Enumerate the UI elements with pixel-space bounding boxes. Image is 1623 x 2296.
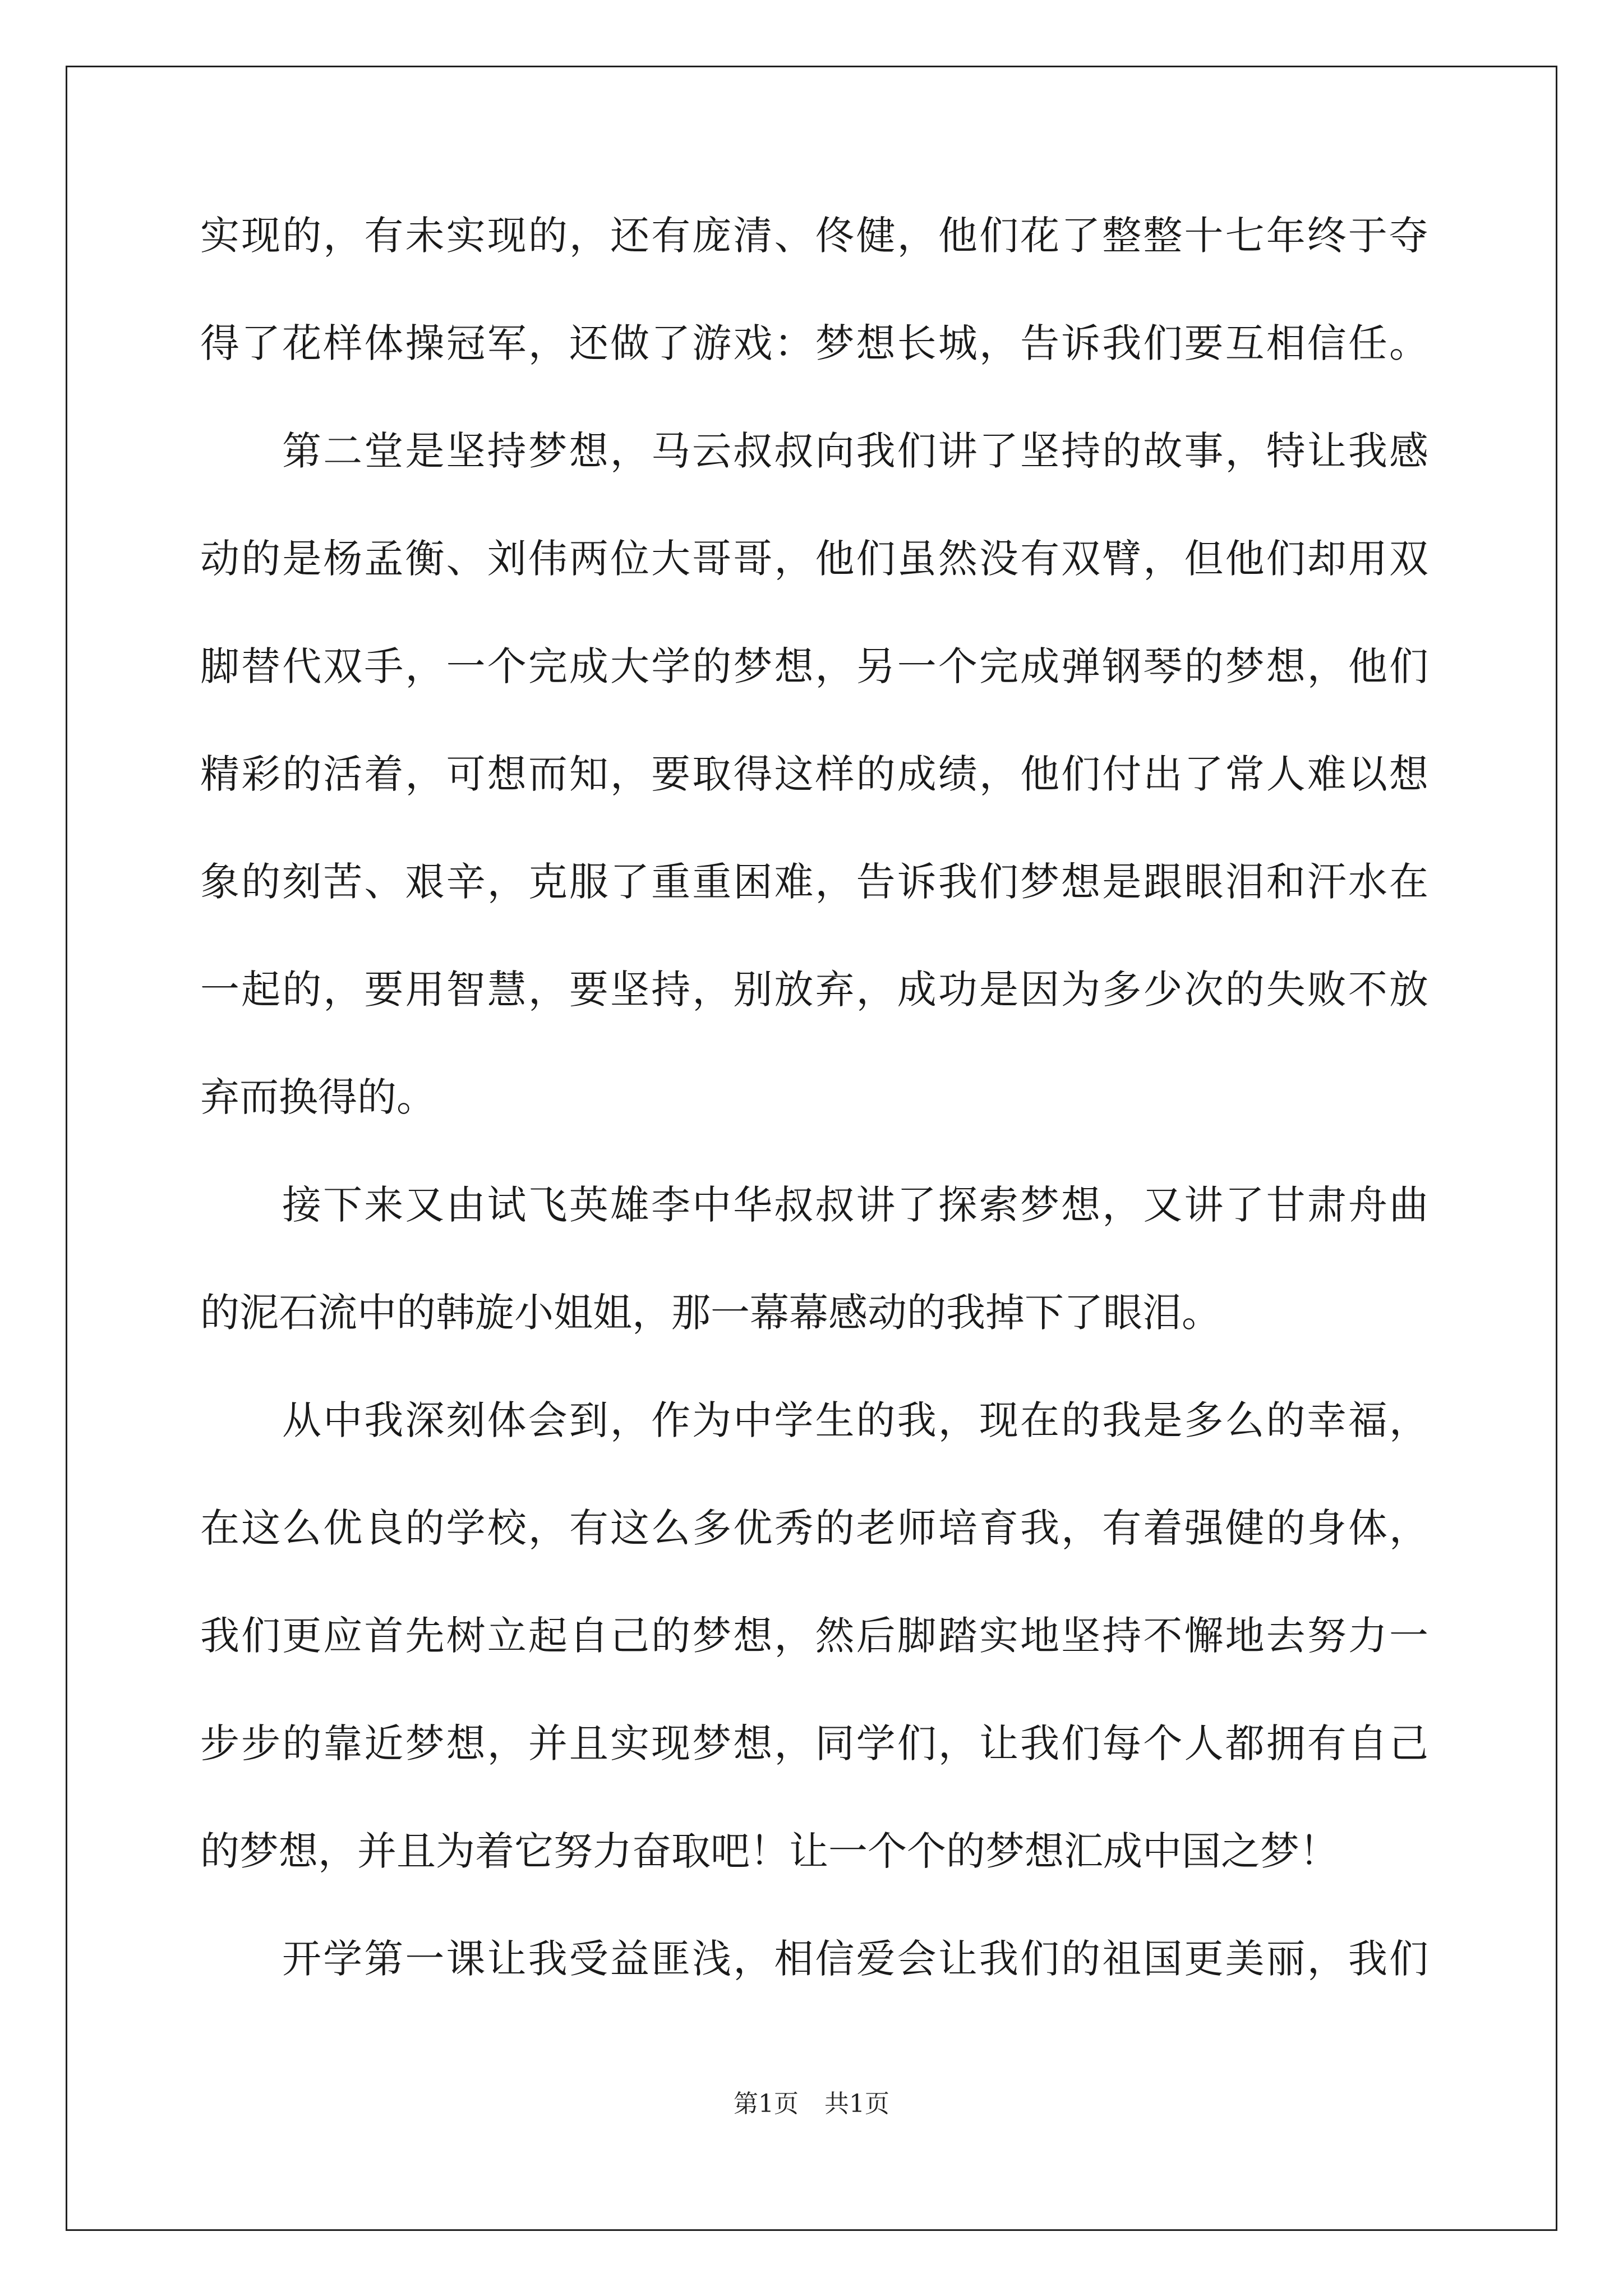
text-line: 在这么优良的学校，有这么多优秀的老师培育我，有着强健的身体， — [200, 1505, 1428, 1551]
text-line: 象的刻苦、艰辛，克服了重重困难，告诉我们梦想是跟眼泪和汗水在 — [200, 859, 1428, 905]
page-number: 第1页 — [734, 2090, 799, 2118]
text-line: 动的是杨孟衡、刘伟两位大哥哥，他们虽然没有双臂，但他们却用双 — [200, 536, 1428, 582]
text-line: 一起的，要用智慧，要坚持，别放弃，成功是因为多少次的失败不放 — [200, 967, 1428, 1013]
paragraph-start-line: 开学第一课让我受益匪浅，相信爱会让我们的祖国更美丽，我们 — [282, 1936, 1428, 1982]
paragraph-start-line: 从中我深刻体会到，作为中学生的我，现在的我是多么的幸福， — [282, 1397, 1428, 1443]
text-line: 步步的靠近梦想，并且实现梦想，同学们，让我们每个人都拥有自己 — [200, 1720, 1428, 1766]
paragraph-start-line: 接下来又由试飞英雄李中华叔叔讲了探索梦想，又讲了甘肃舟曲 — [282, 1182, 1428, 1228]
text-line: 脚替代双手，一个完成大学的梦想，另一个完成弹钢琴的梦想，他们 — [200, 643, 1428, 689]
text-line: 我们更应首先树立起自己的梦想，然后脚踏实地坚持不懈地去努力一 — [200, 1613, 1428, 1659]
paragraph-end-line: 的梦想，并且为着它努力奋取吧！让一个个的梦想汇成中国之梦！ — [200, 1828, 1339, 1874]
text-line: 实现的，有未实现的，还有庞清、佟健，他们花了整整十七年终于夺 — [200, 213, 1428, 259]
text-line: 精彩的活着，可想而知，要取得这样的成绩，他们付出了常人难以想 — [200, 751, 1428, 797]
text-line: 得了花样体操冠军，还做了游戏：梦想长城，告诉我们要互相信任。 — [200, 320, 1428, 366]
paragraph-end-line: 的泥石流中的韩旋小姐姐，那一幕幕感动的我掉下了眼泪。 — [200, 1290, 1221, 1336]
page-footer — [0, 2090, 1623, 2118]
page-total: 共1页 — [824, 2090, 889, 2118]
paragraph-start-line: 第二堂是坚持梦想，马云叔叔向我们讲了坚持的故事，特让我感 — [282, 428, 1428, 474]
paragraph-end-line: 弃而换得的。 — [200, 1074, 436, 1120]
document-body — [200, 213, 1428, 2047]
